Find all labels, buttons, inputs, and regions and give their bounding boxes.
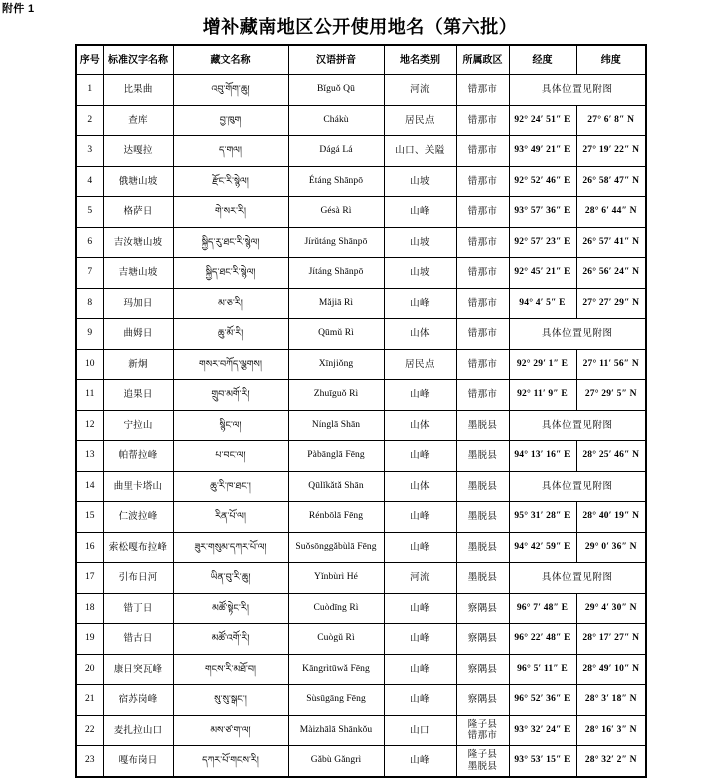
cell-district: 错那市 — [456, 197, 509, 228]
cell-hanzi: 查库 — [103, 105, 173, 136]
cell-category: 山峰 — [384, 593, 456, 624]
cell-index: 12 — [76, 410, 103, 441]
cell-hanzi: 追果日 — [103, 380, 173, 411]
cell-tibetan: ཆུ་མོ་རི། — [173, 319, 288, 350]
district-line-1: 隆子县 — [467, 718, 498, 730]
cell-longitude: 92° 29′ 1″ E — [509, 349, 576, 380]
cell-latitude: 27° 11′ 56″ N — [576, 349, 646, 380]
table-row — [76, 746, 646, 777]
cell-district: 错那市 — [456, 349, 509, 380]
table-row — [76, 319, 646, 350]
cell-longitude: 93° 32′ 24″ E — [509, 715, 576, 746]
cell-longitude: 92° 45′ 21″ E — [509, 258, 576, 289]
cell-latitude: 27° 27′ 29″ N — [576, 288, 646, 319]
cell-longitude: 96° 22′ 48″ E — [509, 624, 576, 655]
cell-category: 河流 — [384, 75, 456, 106]
cell-category: 山峰 — [384, 746, 456, 777]
cell-district: 墨脱县 — [456, 532, 509, 563]
cell-longitude: 93° 53′ 15″ E — [509, 746, 576, 777]
table-row — [76, 654, 646, 685]
cell-longitude: 92° 52′ 46″ E — [509, 166, 576, 197]
cell-longitude: 92° 11′ 9″ E — [509, 380, 576, 411]
cell-location-note: 具体位置见附图 — [509, 75, 646, 106]
cell-tibetan: པ་བང་ལ། — [173, 441, 288, 472]
cell-hanzi: 帕帮拉峰 — [103, 441, 173, 472]
cell-district: 察隅县 — [456, 654, 509, 685]
cell-category: 山口、关隘 — [384, 136, 456, 167]
cell-index: 16 — [76, 532, 103, 563]
cell-location-note: 具体位置见附图 — [509, 410, 646, 441]
cell-district: 错那市 — [456, 75, 509, 106]
cell-latitude: 27° 29′ 5″ N — [576, 380, 646, 411]
cell-index: 6 — [76, 227, 103, 258]
table-row — [76, 136, 646, 167]
cell-category: 山峰 — [384, 624, 456, 655]
col-header-longitude: 经度 — [509, 45, 576, 75]
cell-hanzi: 错丁日 — [103, 593, 173, 624]
cell-latitude: 28° 16′ 3″ N — [576, 715, 646, 746]
cell-latitude: 26° 57′ 41″ N — [576, 227, 646, 258]
table-row — [76, 471, 646, 502]
cell-index: 15 — [76, 502, 103, 533]
cell-location-note: 具体位置见附图 — [509, 471, 646, 502]
cell-index: 18 — [76, 593, 103, 624]
cell-index: 4 — [76, 166, 103, 197]
table-row — [76, 502, 646, 533]
table-header-row — [76, 45, 646, 75]
cell-category: 山峰 — [384, 502, 456, 533]
cell-hanzi: 曲里卡塔山 — [103, 471, 173, 502]
cell-hanzi: 麦扎拉山口 — [103, 715, 173, 746]
cell-longitude: 95° 31′ 28″ E — [509, 502, 576, 533]
cell-pinyin: Pàbānglā Fēng — [288, 441, 384, 472]
cell-hanzi: 嘎布岗日 — [103, 746, 173, 777]
cell-hanzi: 错古日 — [103, 624, 173, 655]
cell-district: 错那市 — [456, 136, 509, 167]
cell-pinyin: Étáng Shānpō — [288, 166, 384, 197]
cell-category: 山口 — [384, 715, 456, 746]
attachment-label: 附件 1 — [2, 3, 35, 15]
table-row — [76, 563, 646, 594]
cell-pinyin: Suǒsōnggǎbùlā Fēng — [288, 532, 384, 563]
cell-category: 山体 — [384, 410, 456, 441]
cell-latitude: 26° 56′ 24″ N — [576, 258, 646, 289]
cell-tibetan: མས་ཙ་ག་ལ། — [173, 715, 288, 746]
cell-index: 19 — [76, 624, 103, 655]
cell-pinyin: Qūmǔ Rì — [288, 319, 384, 350]
cell-category: 山峰 — [384, 380, 456, 411]
cell-hanzi: 俄塘山坡 — [103, 166, 173, 197]
cell-district: 察隅县 — [456, 624, 509, 655]
cell-index: 22 — [76, 715, 103, 746]
cell-category: 山坡 — [384, 258, 456, 289]
cell-district — [456, 715, 509, 746]
cell-district: 错那市 — [456, 166, 509, 197]
cell-tibetan: ད་གལ། — [173, 136, 288, 167]
cell-district: 墨脱县 — [456, 441, 509, 472]
cell-index: 11 — [76, 380, 103, 411]
cell-index: 23 — [76, 746, 103, 777]
col-header-district: 所属政区 — [456, 45, 509, 75]
cell-district: 错那市 — [456, 105, 509, 136]
table-row — [76, 624, 646, 655]
district-line-2: 墨脱县 — [467, 760, 498, 772]
cell-tibetan: སྙིང་ལ། — [173, 410, 288, 441]
cell-hanzi: 新炯 — [103, 349, 173, 380]
cell-tibetan: སྐྱིད་ཐང་རི་སྙེལ། — [173, 258, 288, 289]
cell-hanzi: 曲姆日 — [103, 319, 173, 350]
cell-hanzi: 宿苏岗峰 — [103, 685, 173, 716]
cell-district: 墨脱县 — [456, 471, 509, 502]
cell-category: 山峰 — [384, 654, 456, 685]
table-row — [76, 166, 646, 197]
district-line-1: 隆子县 — [467, 749, 498, 761]
cell-district: 察隅县 — [456, 685, 509, 716]
cell-category: 山峰 — [384, 532, 456, 563]
cell-category: 山峰 — [384, 197, 456, 228]
col-header-index: 序号 — [76, 45, 103, 75]
cell-latitude: 29° 4′ 30″ N — [576, 593, 646, 624]
cell-longitude: 96° 5′ 11″ E — [509, 654, 576, 685]
cell-index: 20 — [76, 654, 103, 685]
cell-latitude: 28° 32′ 2″ N — [576, 746, 646, 777]
col-header-tibetan: 藏文名称 — [173, 45, 288, 75]
table-row — [76, 258, 646, 289]
cell-latitude: 27° 19′ 22″ N — [576, 136, 646, 167]
cell-index: 10 — [76, 349, 103, 380]
cell-pinyin: Rénbōlā Fēng — [288, 502, 384, 533]
cell-index: 17 — [76, 563, 103, 594]
cell-latitude: 26° 58′ 47″ N — [576, 166, 646, 197]
cell-category: 山峰 — [384, 685, 456, 716]
table-row — [76, 197, 646, 228]
cell-longitude: 92° 24′ 51″ E — [509, 105, 576, 136]
cell-hanzi: 格萨日 — [103, 197, 173, 228]
cell-tibetan: སྐྱིད་རུ་ཐང་རི་སྙེལ། — [173, 227, 288, 258]
cell-category: 山峰 — [384, 288, 456, 319]
cell-tibetan: དཀར་པོ་གངས་རི། — [173, 746, 288, 777]
cell-pinyin: Dágá Lá — [288, 136, 384, 167]
cell-category: 山体 — [384, 319, 456, 350]
cell-tibetan: ཡིན་བུ་རི་ཆུ། — [173, 563, 288, 594]
cell-district: 墨脱县 — [456, 410, 509, 441]
cell-pinyin: Cuògǔ Rì — [288, 624, 384, 655]
cell-tibetan: གངས་རི་མཐོ་བ། — [173, 654, 288, 685]
cell-pinyin: Zhuīguǒ Rì — [288, 380, 384, 411]
cell-pinyin: Màizhālā Shānkǒu — [288, 715, 384, 746]
cell-index: 8 — [76, 288, 103, 319]
cell-district: 错那市 — [456, 288, 509, 319]
cell-hanzi: 达嘎拉 — [103, 136, 173, 167]
cell-longitude: 94° 4′ 5″ E — [509, 288, 576, 319]
cell-index: 21 — [76, 685, 103, 716]
cell-tibetan: མ་ཅ་རི། — [173, 288, 288, 319]
cell-tibetan: གྲུབ་མགོ་རི། — [173, 380, 288, 411]
page-title: 增补藏南地区公开使用地名（第六批） — [202, 17, 518, 37]
table-body — [76, 75, 646, 777]
cell-pinyin: Cuòdīng Rì — [288, 593, 384, 624]
table-row — [76, 441, 646, 472]
cell-index: 7 — [76, 258, 103, 289]
cell-tibetan: བྱ་ཁུག — [173, 105, 288, 136]
table-container — [75, 44, 645, 778]
cell-latitude: 27° 6′ 8″ N — [576, 105, 646, 136]
cell-tibetan: མཚོ་སྟེང་རི། — [173, 593, 288, 624]
cell-index: 2 — [76, 105, 103, 136]
cell-longitude: 96° 52′ 36″ E — [509, 685, 576, 716]
cell-longitude: 94° 42′ 59″ E — [509, 532, 576, 563]
table-row — [76, 105, 646, 136]
district-line-2: 错那市 — [467, 730, 498, 742]
cell-hanzi: 比果曲 — [103, 75, 173, 106]
cell-longitude: 96° 7′ 48″ E — [509, 593, 576, 624]
cell-tibetan: རྫོང་རི་སྙེལ། — [173, 166, 288, 197]
cell-hanzi: 玛加日 — [103, 288, 173, 319]
table-row — [76, 288, 646, 319]
cell-category: 山峰 — [384, 441, 456, 472]
cell-latitude: 28° 6′ 44″ N — [576, 197, 646, 228]
cell-category: 居民点 — [384, 105, 456, 136]
cell-index: 9 — [76, 319, 103, 350]
cell-district: 错那市 — [456, 319, 509, 350]
cell-district: 墨脱县 — [456, 502, 509, 533]
cell-tibetan: གསར་བཀོད་ལྕགས། — [173, 349, 288, 380]
cell-district: 错那市 — [456, 227, 509, 258]
cell-category: 居民点 — [384, 349, 456, 380]
cell-category: 山坡 — [384, 227, 456, 258]
cell-pinyin: Gǎbù Gǎngrì — [288, 746, 384, 777]
cell-hanzi: 康日突瓦峰 — [103, 654, 173, 685]
cell-district: 墨脱县 — [456, 563, 509, 594]
table-row — [76, 685, 646, 716]
cell-latitude: 28° 25′ 46″ N — [576, 441, 646, 472]
table-row — [76, 593, 646, 624]
cell-hanzi: 吉汝塘山坡 — [103, 227, 173, 258]
cell-district: 察隅县 — [456, 593, 509, 624]
cell-location-note: 具体位置见附图 — [509, 563, 646, 594]
cell-pinyin: Chákù — [288, 105, 384, 136]
cell-pinyin: Qūlǐkǎtǎ Shān — [288, 471, 384, 502]
cell-pinyin: Xīnjiǒng — [288, 349, 384, 380]
col-header-hanzi: 标准汉字名称 — [103, 45, 173, 75]
cell-tibetan: སུ་སུ་སྒང་། — [173, 685, 288, 716]
cell-index: 5 — [76, 197, 103, 228]
cell-pinyin: Jítáng Shānpō — [288, 258, 384, 289]
cell-district: 错那市 — [456, 380, 509, 411]
cell-hanzi: 宁拉山 — [103, 410, 173, 441]
cell-tibetan: གེ་སར་རི། — [173, 197, 288, 228]
table-row — [76, 532, 646, 563]
cell-index: 13 — [76, 441, 103, 472]
cell-tibetan: ཆུ་རི་ཁ་ཐང་། — [173, 471, 288, 502]
cell-pinyin: Sùsūgāng Fēng — [288, 685, 384, 716]
cell-latitude: 28° 49′ 10″ N — [576, 654, 646, 685]
cell-tibetan: འབུ་གོག་ཆུ། — [173, 75, 288, 106]
cell-latitude: 28° 40′ 19″ N — [576, 502, 646, 533]
cell-longitude: 93° 57′ 36″ E — [509, 197, 576, 228]
cell-hanzi: 吉塘山坡 — [103, 258, 173, 289]
cell-pinyin: Gésà Rì — [288, 197, 384, 228]
col-header-latitude: 纬度 — [576, 45, 646, 75]
cell-latitude: 28° 17′ 27″ N — [576, 624, 646, 655]
table-row — [76, 380, 646, 411]
cell-index: 3 — [76, 136, 103, 167]
cell-hanzi: 仁波拉峰 — [103, 502, 173, 533]
cell-index: 14 — [76, 471, 103, 502]
place-names-table — [75, 44, 647, 778]
cell-pinyin: Mǎjiā Rì — [288, 288, 384, 319]
cell-tibetan: མཚོ་འགོ་རི། — [173, 624, 288, 655]
cell-category: 山坡 — [384, 166, 456, 197]
table-row — [76, 715, 646, 746]
cell-pinyin: Jírǔtáng Shānpō — [288, 227, 384, 258]
cell-hanzi: 索松嘎布拉峰 — [103, 532, 173, 563]
cell-latitude: 28° 3′ 18″ N — [576, 685, 646, 716]
cell-hanzi: 引布日河 — [103, 563, 173, 594]
cell-latitude: 29° 0′ 36″ N — [576, 532, 646, 563]
table-row — [76, 410, 646, 441]
table-row — [76, 75, 646, 106]
cell-index: 1 — [76, 75, 103, 106]
cell-district — [456, 746, 509, 777]
cell-longitude: 92° 57′ 23″ E — [509, 227, 576, 258]
cell-tibetan: ཟུར་གསུམ་དཀར་པོ་ལ། — [173, 532, 288, 563]
cell-tibetan: རིན་པོ་ལ། — [173, 502, 288, 533]
cell-pinyin: Bǐguǒ Qū — [288, 75, 384, 106]
table-row — [76, 227, 646, 258]
cell-category: 河流 — [384, 563, 456, 594]
cell-longitude: 94° 13′ 16″ E — [509, 441, 576, 472]
cell-location-note: 具体位置见附图 — [509, 319, 646, 350]
col-header-category: 地名类别 — [384, 45, 456, 75]
cell-pinyin: Nínglā Shān — [288, 410, 384, 441]
cell-pinyin: Yǐnbùrì Hé — [288, 563, 384, 594]
cell-pinyin: Kāngrìtūwǎ Fēng — [288, 654, 384, 685]
cell-category: 山体 — [384, 471, 456, 502]
table-row — [76, 349, 646, 380]
col-header-pinyin: 汉语拼音 — [288, 45, 384, 75]
cell-longitude: 93° 49′ 21″ E — [509, 136, 576, 167]
cell-district: 错那市 — [456, 258, 509, 289]
